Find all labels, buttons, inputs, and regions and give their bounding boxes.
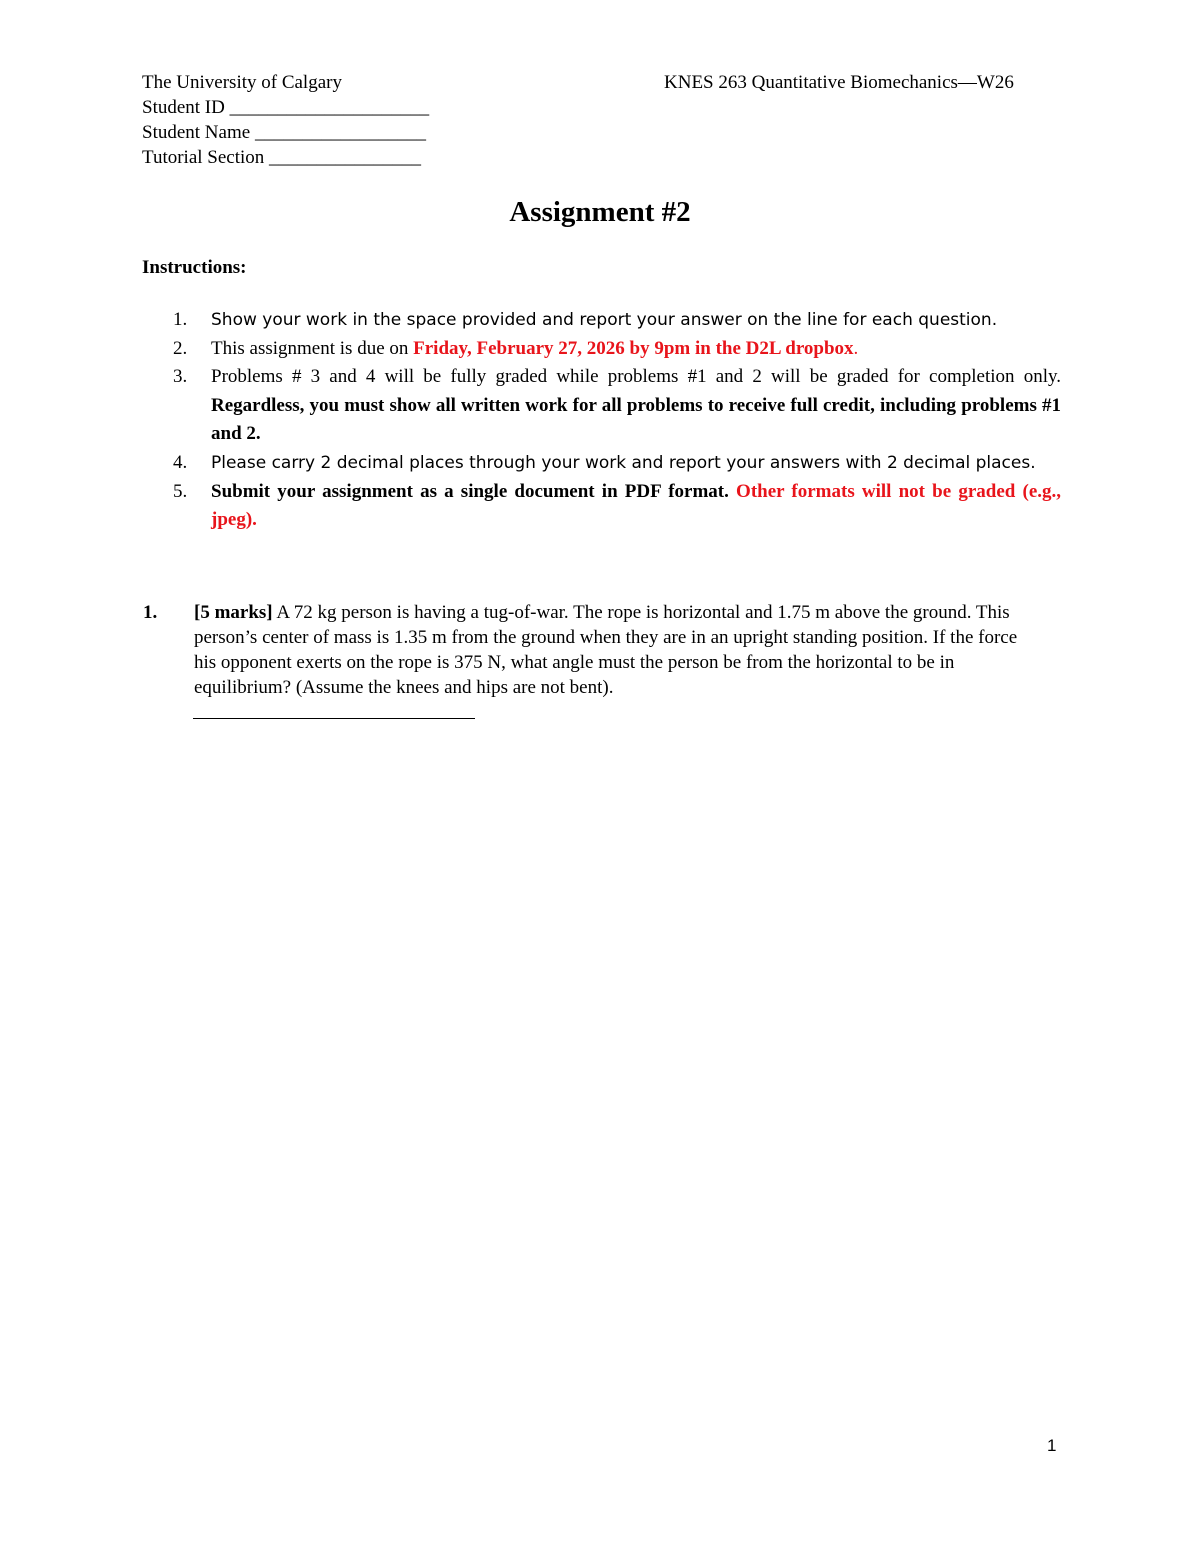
list-item-text: This assignment is due on	[211, 337, 414, 359]
student-name-field[interactable]: __________________	[254, 122, 426, 143]
university-name: The University of Calgary	[142, 72, 342, 93]
list-item	[173, 363, 1061, 449]
list-item-number: 5.	[173, 480, 188, 502]
due-date: Friday, February 27, 2026 by 9pm in the D2L dropbox	[413, 337, 854, 359]
page-title: Assignment #2	[509, 196, 691, 228]
list-item	[173, 335, 1061, 364]
student-id-field[interactable]: _____________________	[229, 97, 430, 118]
student-id-row	[142, 96, 429, 120]
page-number: 1	[1047, 1436, 1057, 1455]
list-item-text: Please carry 2 decimal places through your work and report your answers with 2 decimal places.	[211, 452, 1036, 473]
question-number: 1.	[143, 602, 158, 623]
tutorial-section-field[interactable]: ________________	[269, 147, 422, 168]
list-item	[173, 449, 1061, 478]
course-title: KNES 263 Quantitative Biomechanics—W26	[664, 72, 1014, 93]
list-item-text: Show your work in the space provided and report your answer on the line for each question.	[211, 310, 998, 330]
student-id-label: Student ID	[142, 97, 225, 118]
list-item-emphasis: Regardless, you must show all written work for all problems to receive full credit, including problems #1 and 2.	[211, 394, 1061, 445]
list-item-text: Problems # 3 and 4 will be fully graded while problems #1 and 2 will be graded for completion only.	[211, 366, 1061, 388]
tutorial-section-label: Tutorial Section	[142, 147, 265, 168]
student-name-row	[142, 121, 426, 145]
student-name-label: Student Name	[142, 122, 251, 143]
list-item-emphasis: Submit your assignment as a single document in PDF format.	[211, 480, 729, 502]
question-marks: [5 marks]	[194, 602, 273, 623]
question-text	[194, 600, 1043, 700]
list-item-number: 2.	[173, 337, 188, 359]
list-item	[173, 478, 1061, 535]
instructions-list	[173, 306, 1061, 535]
list-item	[173, 306, 1061, 335]
answer-line[interactable]	[193, 718, 475, 719]
list-item-warning: Other formats will not be graded (e.g., jpeg).	[211, 480, 1061, 531]
list-item-number: 3.	[173, 366, 188, 388]
instructions-heading: Instructions:	[142, 257, 247, 278]
list-item-number: 4.	[173, 451, 188, 473]
list-item-number: 1.	[173, 309, 188, 330]
tutorial-section-row	[142, 146, 421, 170]
list-item-text: .	[853, 337, 859, 359]
question-body: A 72 kg person is having a tug-of-war. The rope is horizontal and 1.75 m above the ground. This person’s center of mass is 1.35 m from the ground when they are in an upright standing position. If the force his opponent exerts on the rope is 375 N, what angle must the person be from the horizontal to be in equilibrium? (Assume the knees and hips are not bent).	[194, 602, 1018, 698]
question-1	[143, 600, 1043, 700]
